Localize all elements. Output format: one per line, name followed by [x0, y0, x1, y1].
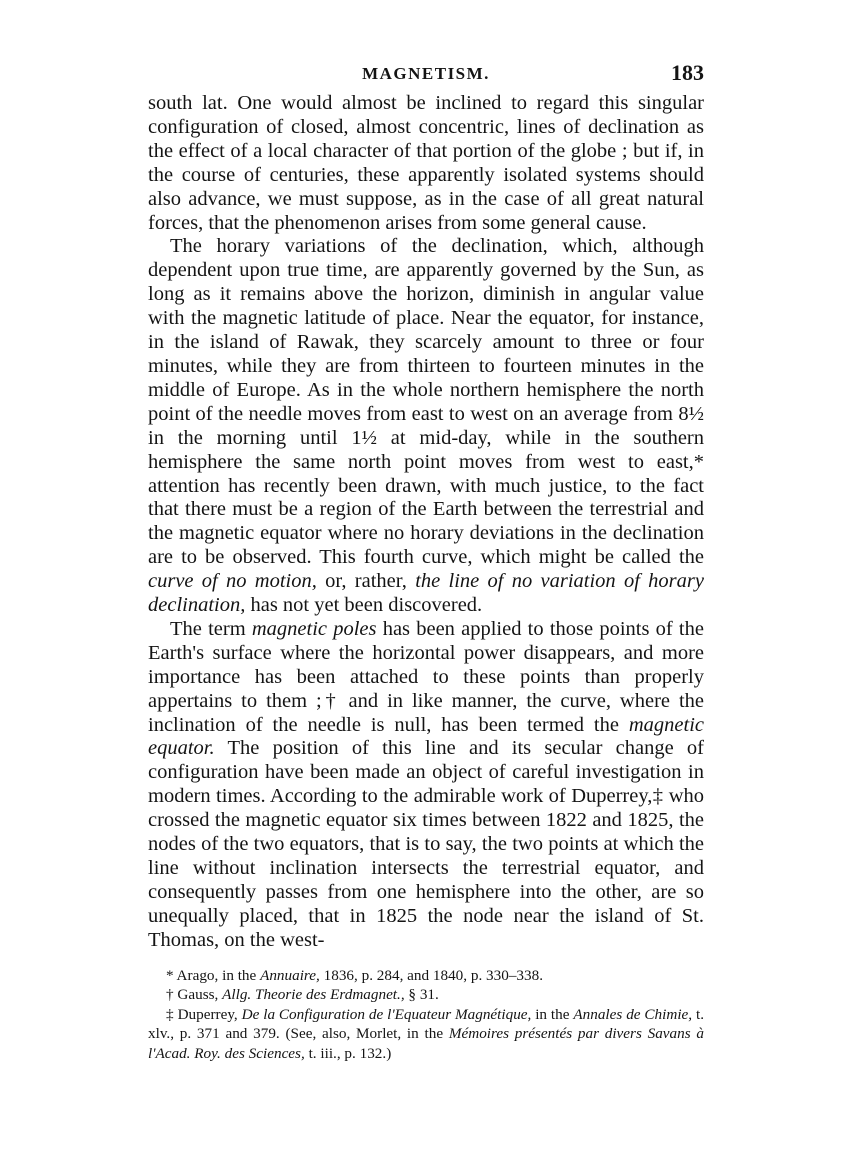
text-run: The position of this line and its secular change of configuration have been made an object of careful investigation in modern times. According to the admirable work of Duperrey,‡ who crossed the magnetic equator six times between 1822 and 1825, the nodes of the two equators, that is to say, the two points at which the line without inclination intersects the terrestrial equator, and consequently passes from one hemisphere into the other, are so unequally placed, that in 1825 the node near the island of St. Thomas, on the west- [148, 737, 704, 951]
paragraph-1 [148, 92, 704, 235]
italic-text-run: Annuaire, [260, 967, 320, 984]
footnote-duperrey [148, 1005, 704, 1063]
paragraph-3 [148, 618, 704, 953]
italic-text-run: De la Configuration de l'Equateur Magnétique, [241, 1005, 532, 1023]
italic-text-run: Allg. Theorie des Erdmagnet., [222, 986, 405, 1004]
text-run: has been applied to those points of the Earth's surface where the horizontal power disappears, and more importance has been attached to these points than properly appertains to them ;† and in like manner, the curve, where the inclination of the needle is null, has been termed the [148, 617, 704, 736]
text-run: The horary variations of the declination, which, although dependent upon true time, are apparently governed by the Sun, as long as it remains above the horizon, diminish in angular value with the magnetic latitude of place. Near the equator, for instance, in the island of Rawak, they scarcely amount to three or four minutes, while they are from thirteen to fourteen minutes in the middle of Europe. As in the whole northern hemisphere the north point of the needle moves from east to west on an average from 8½ in the morning until 1½ at mid-day, while in the southern hemisphere the same north point moves from west to east,* attention has recently been drawn, with much justice, to the fact that there must be a region of the Earth between the terrestrial and the magnetic equator where no horary deviations in the declination are to be observed. This fourth curve, which might be called the [148, 235, 704, 569]
text-run: † Gauss, [166, 986, 223, 1004]
footnotes [148, 966, 704, 1063]
text-run: t. iii., p. 132.) [304, 1044, 392, 1062]
footnote-arago [148, 966, 704, 985]
italic-text-run: magnetic equator. [148, 713, 704, 760]
text-run: * Arago, in the [166, 967, 261, 984]
italic-text-run: Annales de Chimie, [573, 1005, 693, 1023]
body-text [148, 92, 704, 953]
text-run: 1836, p. 284, and 1840, p. 330–338. [319, 967, 543, 984]
paragraph-2 [148, 235, 704, 618]
italic-text-run: Mémoires présentés par divers Savans à l'Acad. Roy. des Sciences, [148, 1025, 704, 1062]
running-title: MAGNETISM. [362, 64, 490, 83]
italic-text-run: the line of no variation of horary declination, [148, 570, 704, 617]
page-number: 183 [671, 60, 704, 85]
text-run: has not yet been discovered. [245, 594, 483, 617]
italic-text-run: magnetic poles [251, 617, 377, 640]
text-run: § 31. [404, 986, 439, 1004]
text-run: t. xlv., p. 371 and 379. (See, also, Morlet, in the [148, 1005, 704, 1043]
text-run: in the [531, 1005, 574, 1023]
footnote-gauss [148, 985, 704, 1004]
text-run: or, rather, [316, 570, 416, 593]
text-run: south lat. One would almost be inclined to regard this singular configuration of closed, almost concentric, lines of declination as the effect of a local character of that portion of the globe ; but if, in the course of centuries, these apparently isolated systems should also advance, we must suppose, as in the case of all great natural forces, that the phenomenon arises from some general cause. [148, 92, 704, 234]
page-header [148, 60, 704, 90]
text-run: ‡ Duperrey, [166, 1005, 242, 1023]
text-run: The term [170, 617, 252, 640]
italic-text-run: curve of no motion, [148, 570, 317, 593]
